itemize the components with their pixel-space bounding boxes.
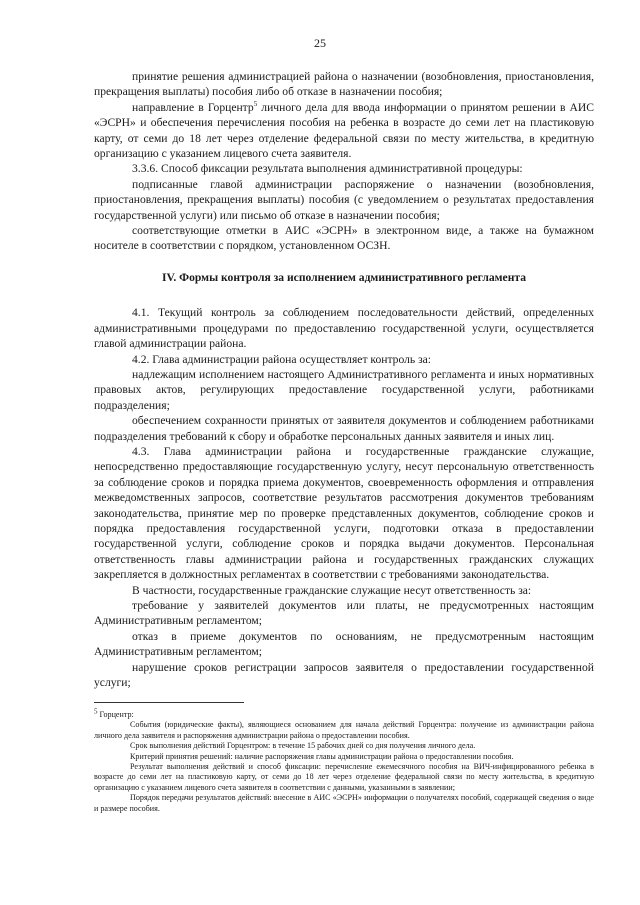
- footnote-title: $^5$ Горцентр:: [94, 707, 134, 719]
- main-text: [94, 69, 594, 690]
- paragraph: 4.2. Глава администрации района осуществляет контроль за:: [132, 352, 432, 366]
- paragraph: 3.3.6. Способ фиксации результата выполнения административной процедуры:: [132, 162, 523, 176]
- footnote-paragraph: Критерий принятия решений: наличие распоряжения главы администрации района о предоставлении пособия.: [130, 751, 514, 761]
- footnote-paragraph: Порядок передачи результатов действий: внесение в АИС «ЭСРН» информации о получателях пособий, содержащей сведения о виде и размере пособия.: [94, 793, 594, 813]
- footnote-number: 5: [94, 707, 98, 716]
- paragraph: требование у заявителей документов или платы, не предусмотренных настоящим Административным регламентом;: [94, 599, 594, 628]
- footnote-paragraph: Срок выполнения действий Горцентром: в течение 15 рабочих дней со дня получения личного дела.: [130, 741, 476, 751]
- paragraph: соответствующие отметки в АИС «ЭСРН» в электронном виде, а также на бумажном носителе в соответствии с порядком, установленном ОСЗН.: [94, 224, 594, 253]
- paragraph: подписанные главой администрации распоряжение о назначении (возобновления, приостановления, прекращения выплаты) пособия (с уведомлением о результатах предоставления государственной услуги) или письмо об отказе в назначении пособия;: [94, 177, 594, 222]
- paragraph: 4.3. Глава администрации района и государственные гражданские служащие, непосредственно предоставляющие государственную услугу, несут персональную ответственность за соблюдение сроков и порядка приема документов, своевременность оформления и отправления межведомственных запросов, соответствие результатов рассмотрения документов требованиям законодательства, принятие мер по проверке представленных документов, соблюдение сроков и порядка предоставления государственной услуги, подготовки отказа в предоставлении государственной услуги, соблюдение сроков и порядка выдачи документов. Персональная ответственность главы администрации района и государственных гражданских служащих закрепляется в должностных регламентах в соответствии с требованиями законодательства.: [94, 444, 594, 582]
- footnote-paragraph: Результат выполнения действий и способ фиксации: перечисление ежемесячного пособия на ВИЧ-инфицированного ребенка в возрасте до семи лет на пластиковую карту, от семи до 18 лет через отделение федеральной связи по месту жительства, в кредитную организацию с указанием лицевого счета заявителя в соответствии с данными, указанными в заявлении;: [94, 762, 594, 792]
- paragraph: принятие решения администрацией района о назначении (возобновления, приостановления, прекращения выплаты) пособия либо об отказе в назначении пособия;: [94, 70, 594, 99]
- footnote-ref[interactable]: 5: [253, 99, 258, 108]
- paragraph: отказ в приеме документов по основаниям, не предусмотренным настоящим Административным регламентом;: [94, 629, 594, 659]
- page-number: 25: [314, 36, 326, 50]
- footnote: [94, 707, 594, 814]
- footnote-paragraph: События (юридические факты), являющиеся основанием для начала действий Горцентра: получение из администрации района личного дела заявителя и распоряжения администрации района о предоставлении пособия.: [94, 720, 594, 740]
- paragraph-with-footnote-ref: направление в Горцентр$^5$ личного дела для ввода информации о принятом решении в АИС «ЭСРН» и обеспечения перечисления пособия на ребенка в возрасте до семи лет на пластиковую карту, от семи до 18 лет через отделение федеральной связи по месту жительства, в кредитную организацию с указанием лицевого счета заявителя.: [94, 99, 595, 161]
- section-heading: IV. Формы контроля за исполнением административного регламента: [161, 270, 527, 284]
- paragraph: В частности, государственные гражданские служащие несут ответственность за:: [132, 583, 532, 597]
- footnote-separator: [94, 702, 244, 703]
- paragraph: 4.1. Текущий контроль за соблюдением последовательности действий, определенных административными процедурами по предоставлению государственной услуги, осуществляется главой администрации района.: [94, 306, 594, 351]
- paragraph: надлежащим исполнением настоящего Административного регламента и иных нормативных правовых актов, регулирующих предоставление государственной услуги, работниками подразделения;: [94, 367, 594, 412]
- paragraph: нарушение сроков регистрации запросов заявителя о предоставлении государственной услуги;: [94, 660, 594, 690]
- paragraph: обеспечением сохранности принятых от заявителя документов и соблюдением работниками подразделения требований к сбору и обработке персональных данных заявителя и иных лиц.: [94, 414, 594, 443]
